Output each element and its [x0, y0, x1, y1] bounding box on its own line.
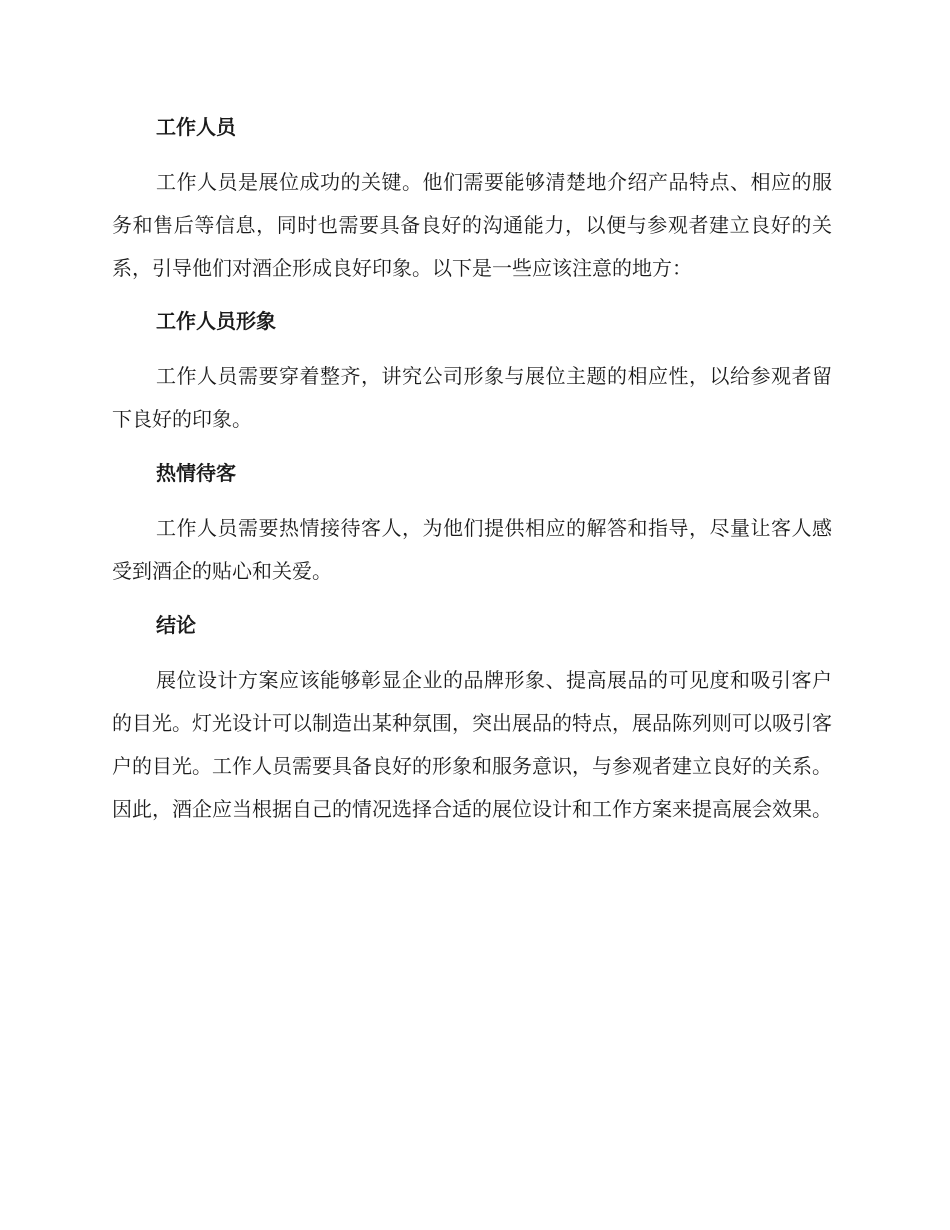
- section-heading-hospitality: 热情待客: [156, 461, 236, 485]
- section-paragraph-staff: 工作人员是展位成功的关键。他们需要能够清楚地介绍产品特点、相应的服务和售后等信息，同时也需要具备良好的沟通能力，以便与参观者建立良好的关系，引导他们对酒企形成良好印象。以下是一些应该注意的地方：: [112, 170, 832, 280]
- section-paragraph-staff-image: 工作人员需要穿着整齐，讲究公司形象与展位主题的相应性，以给参观者留下良好的印象。: [112, 364, 832, 431]
- section-heading-staff-image: 工作人员形象: [156, 309, 276, 333]
- section-heading-staff: 工作人员: [156, 115, 236, 139]
- section-heading-conclusion: 结论: [156, 613, 196, 637]
- section-paragraph-conclusion: 展位设计方案应该能够彰显企业的品牌形象、提高展品的可见度和吸引客户的目光。灯光设计可以制造出某种氛围，突出展品的特点，展品陈列则可以吸引客户的目光。工作人员需要具备良好的形象和服务意识，与参观者建立良好的关系。因此，酒企应当根据自己的情况选择合适的展位设计和工作方案来提高展会效果。: [112, 668, 832, 821]
- section-paragraph-hospitality: 工作人员需要热情接待客人，为他们提供相应的解答和指导，尽量让客人感受到酒企的贴心和关爱。: [112, 516, 832, 583]
